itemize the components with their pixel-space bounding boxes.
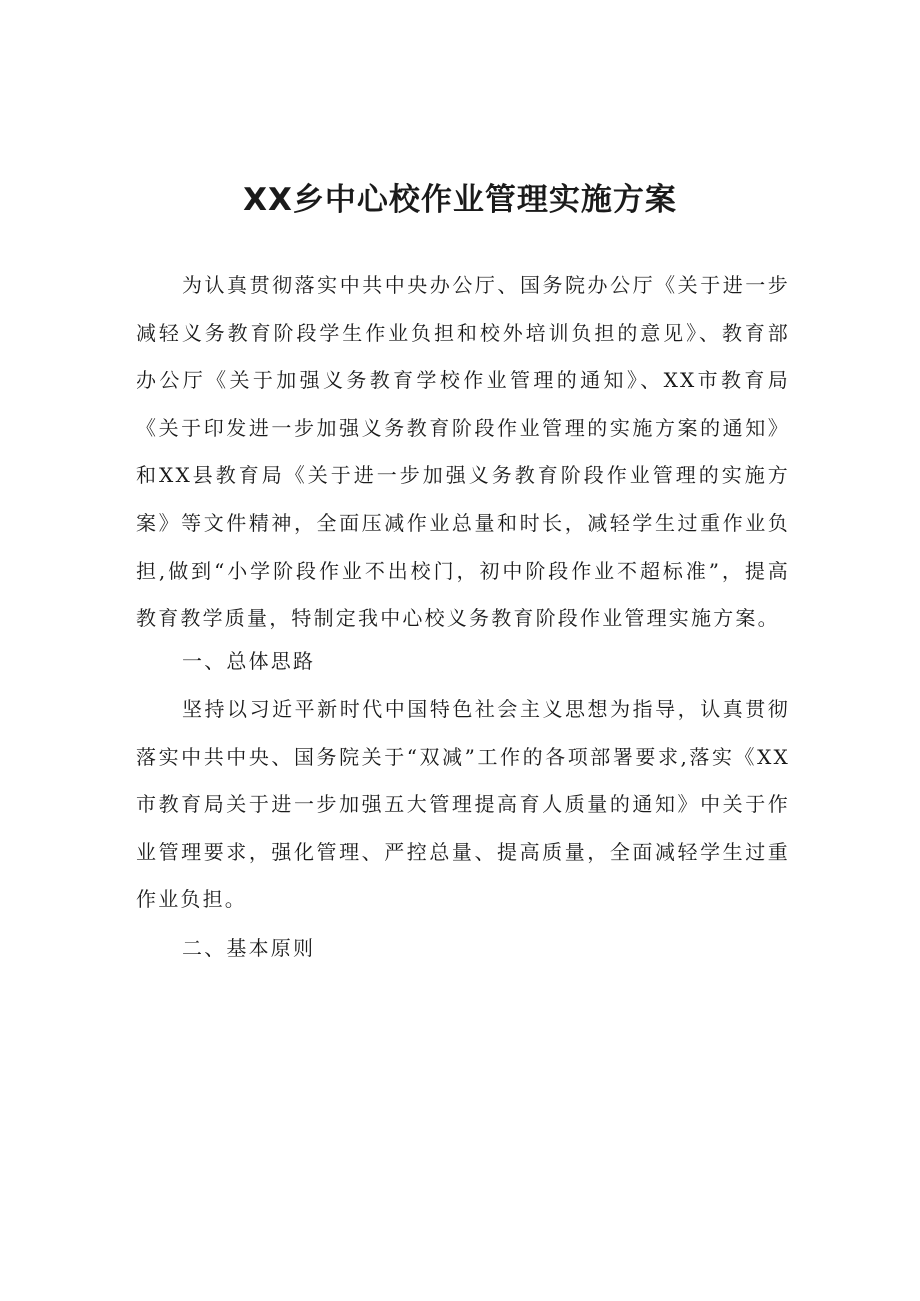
section-heading-overall-approach: 一、总体思路 <box>182 649 316 673</box>
document-title: XX乡中心校作业管理实施方案 <box>243 182 677 218</box>
intro-paragraph: 为认真贯彻落实中共中央办公厅、国务院办公厅《关于进一步减轻义务教育阶段学生作业负担和校外培训负担的意见》、教育部办公厅《关于加强义务教育学校作业管理的通知》、XX市教育局《关于印发进一步加强义务教育阶段作业管理的实施方案的通知》和XX县教育局《关于进一步加强义务教育阶段作业管理的实施方案》等文件精神，全面压减作业总量和时长，减轻学生过重作业负担,做到“小学阶段作业不出校门，初中阶段作业不超标准”，提高教育教学质量，特制定我中心校义务教育阶段作业管理实施方案。 <box>136 273 790 631</box>
overall-approach-paragraph: 坚持以习近平新时代中国特色社会主义思想为指导，认真贯彻落实中共中央、国务院关于“双减”工作的各项部署要求,落实《XX市教育局关于进一步加强五大管理提高育人质量的通知》中关于作业管理要求，强化管理、严控总量、提高质量，全面减轻学生过重作业负担。 <box>136 697 790 912</box>
section-heading-basic-principles: 二、基本原则 <box>182 936 316 960</box>
